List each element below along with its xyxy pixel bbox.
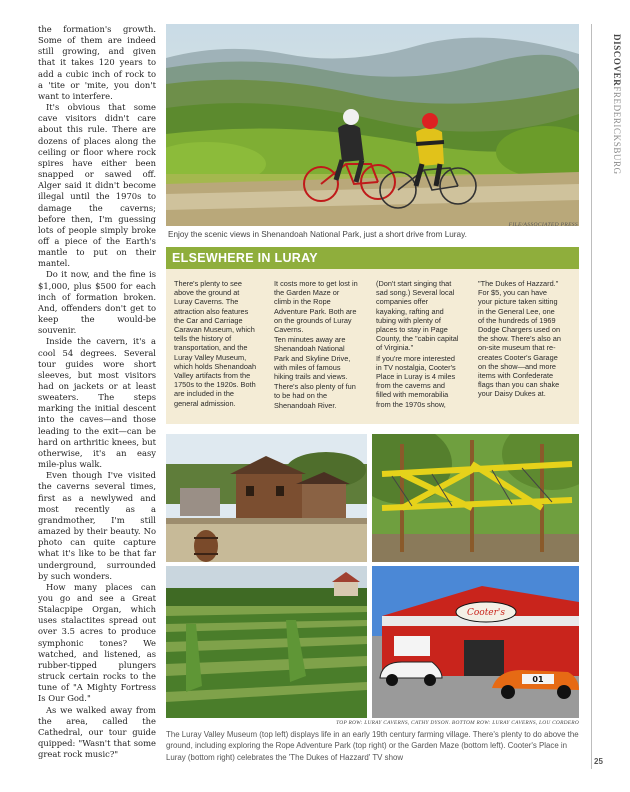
sidebar-column-2 bbox=[274, 279, 358, 410]
article-paragraph: Do it now, and the fine is $1,000, plus $500 for each inch of formation broken. And, offenders don't get to keep the would-be souvenir. bbox=[38, 269, 156, 336]
sidebar-column-1 bbox=[174, 279, 258, 408]
museum-illustration bbox=[166, 434, 367, 562]
sidebar-paragraph: If you're more interested in TV nostalgia, Cooter's Place in Luray is 4 miles from the caverns and filled with memorabilia from the 1970s show, bbox=[376, 353, 456, 409]
article-paragraph: the formation's growth. Some of them are indeed still growing, and given that it takes 120 years to add a cubic inch of rock to a 'tite or 'mite, you don't want to interfere. bbox=[38, 24, 156, 101]
page-number: 25 bbox=[594, 757, 603, 766]
section-label bbox=[608, 34, 622, 194]
cyclists-illustration bbox=[166, 24, 579, 226]
photo-cooters-place bbox=[372, 566, 579, 718]
photo-cyclists-shenandoah bbox=[166, 24, 579, 226]
side-divider bbox=[591, 24, 592, 769]
sidebar-paragraph: (Don't start singing that sad song.) Several local companies offer kayaking, rafting and tubing with plenty of places to stay in Page County, the "cabin capital of Virginia." bbox=[376, 279, 459, 353]
garden-maze-illustration bbox=[166, 566, 367, 718]
sidebar-column-4 bbox=[478, 279, 562, 399]
article-paragraph: Inside the cavern, it's a cool 54 degrees. Several tour guides wore short sleeves, but most visitors had on jackets or at least sweaters. The steps marking the initial descent into the caves—and those leading to the exit—can be hard on arthritic knees, but otherwise, it's an easy mile-plus walk. bbox=[38, 336, 156, 470]
car-number-text: 01 bbox=[532, 675, 544, 684]
rope-park-illustration bbox=[372, 434, 579, 562]
sidebar-title: ELSEWHERE IN LURAY bbox=[166, 247, 579, 269]
photo-rope-park bbox=[372, 434, 579, 562]
sidebar-paragraph: "The Dukes of Hazzard." For $5, you can have your picture taken sitting in the General Lee, one of the hundreds of 1969 Dodge Chargers used on the show. There's also an on-site museum that re-creates Cooter's Garage on the show—and more items with Confederate flags than you can shake your Daisy Dukes at. bbox=[478, 279, 561, 399]
article-paragraph: As we walked away from the area, called the Cathedral, our tour guide quipped: "Wasn't that some great rock music?" bbox=[38, 704, 156, 760]
article-paragraph: It's obvious that some cave visitors didn't care about this rule. There are dozens of places along the ceiling or floor where rock spires have either been snapped or sawed off. Alger said it didn't become illegal until the 1970s to damage the caverns; before then, I'm guessing lots of people simply broke off a piece of the Earth's mantle to put on their mantel. bbox=[38, 102, 156, 269]
photo-caption: Enjoy the scenic views in Shenandoah National Park, just a short drive from Luray. bbox=[168, 230, 467, 239]
photo-garden-maze bbox=[166, 566, 367, 718]
article-paragraph: How many places can you go and see a Great Stalacpipe Organ, which uses stalactites spread out over 3.5 acres to produce symphonic tones? We watched, and listened, as rubber-tipped plungers struck certain rocks to the tune of "A Mighty Fortress Is Our God." bbox=[38, 581, 156, 704]
article-column bbox=[38, 24, 156, 760]
sidebar-box bbox=[166, 269, 579, 424]
photo-credit: TOP ROW: LURAY CAVERNS, CATHY DYSON. BOTTOM ROW: LURAY CAVERNS, LOU CORDERO bbox=[336, 720, 579, 726]
section-label-bold: DISCOVER bbox=[612, 34, 622, 87]
store-sign-text: Cooter's bbox=[466, 608, 506, 618]
sidebar-paragraph: There's also plenty of fun to be had on the Shenandoah River. bbox=[274, 382, 356, 410]
article-paragraph: Even though I've visited the caverns several times, first as a newlywed and most recently as a grandmother, I'm still amazed by their beauty. No photo can quite capture what it's like to be that far underground, surrounded by such wonders. bbox=[38, 470, 156, 581]
cooters-place-illustration bbox=[372, 566, 579, 718]
section-label-thin: FREDERICKSBURG bbox=[612, 86, 622, 175]
photo-caption: The Luray Valley Museum (top left) displays life in an early 19th century farming village. There's plenty to do above the ground, including exploring the Rope Adventure Park (top right) or the Garden Maze (bottom left). Cooter's Place in Luray (bottom right) celebrates the 'The Dukes of Hazzard' TV show bbox=[166, 730, 579, 762]
photo-valley-museum bbox=[166, 434, 367, 562]
sidebar-column-3 bbox=[376, 279, 460, 409]
sidebar-paragraph: Ten minutes away are Shenandoah National Park and Skyline Drive, with miles of famous hiking trails and views. bbox=[274, 335, 351, 382]
sidebar-paragraph: There's plenty to see above the ground at Luray Caverns. The attraction also features the Car and Carriage Caravan Museum, which tells the history of transportation, and the Luray Valley Museum, which holds Shenandoah Valley artifacts from the 1750s to the 1920s. Both are included in the general admission. bbox=[174, 279, 257, 408]
photo-credit: FILE/ASSOCIATED PRESS bbox=[508, 222, 578, 228]
sidebar-paragraph: It costs more to get lost in the Garden Maze or climb in the Rope Adventure Park. Both are on the grounds of Luray Caverns. bbox=[274, 279, 358, 335]
